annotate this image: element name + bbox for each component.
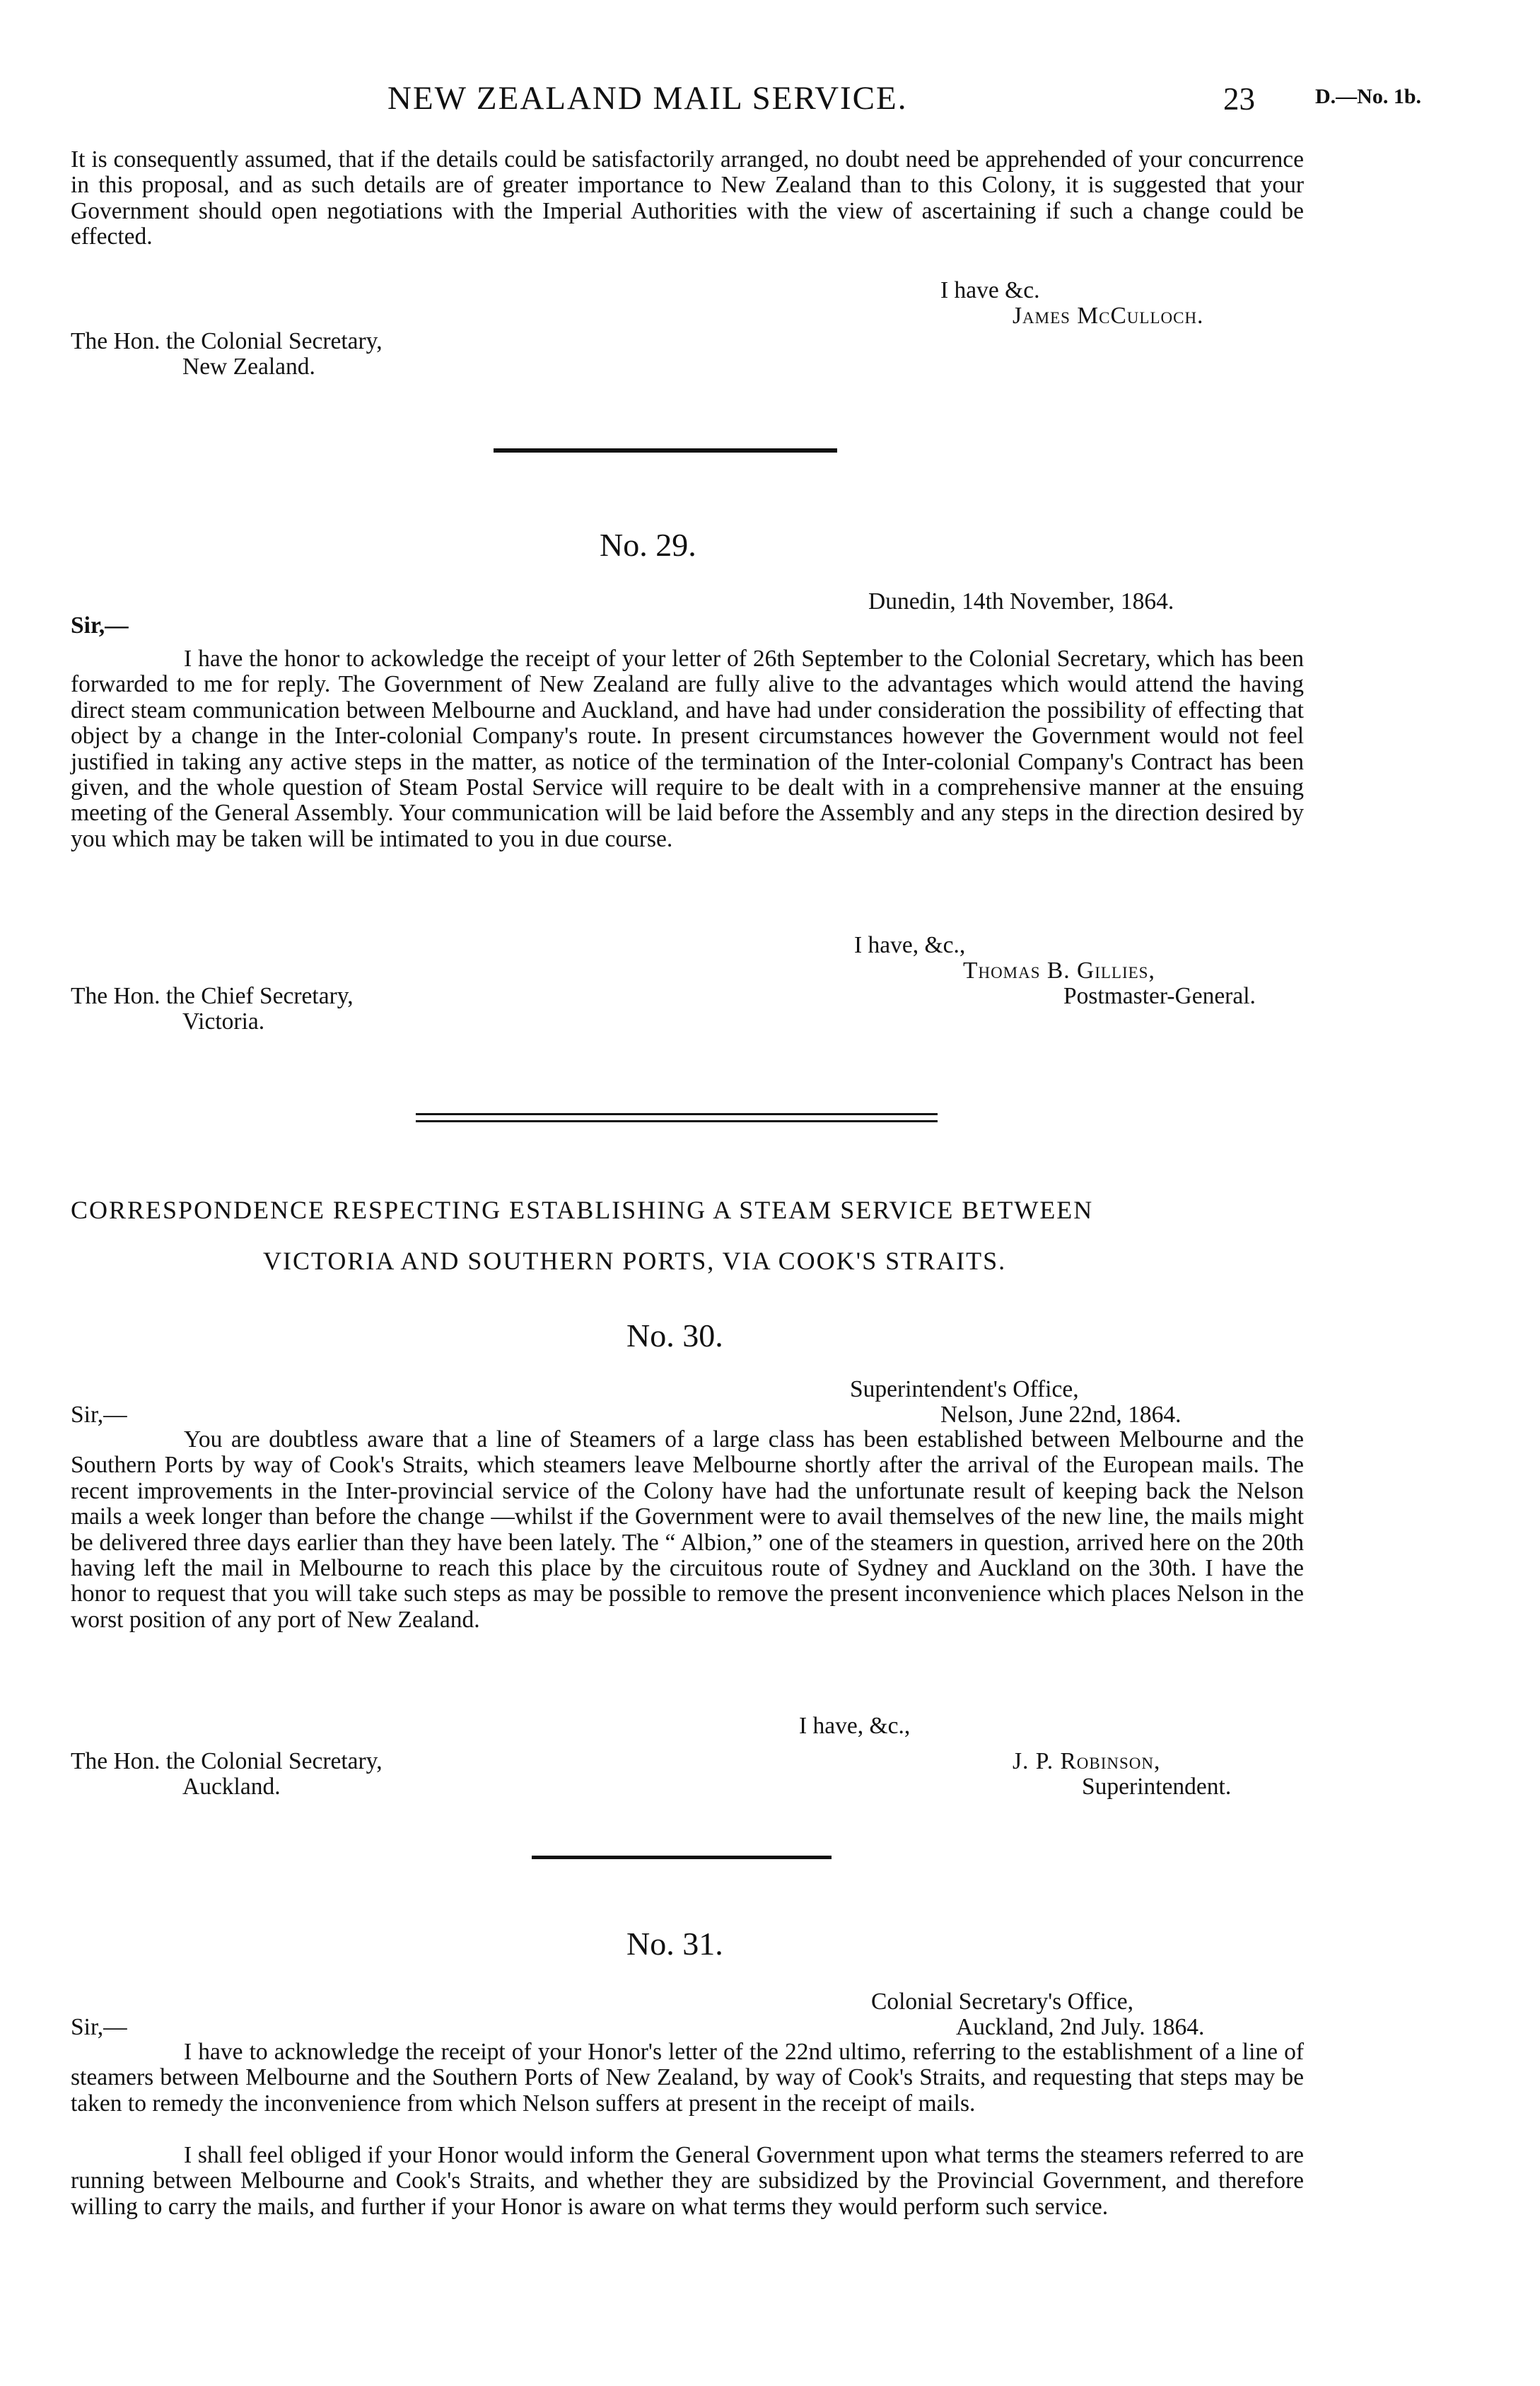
- letter31-body-2: I shall feel obliged if your Honor would inform the General Government upon what terms the steamers referred to are running between Melbourne and Cook's Straits, and whether they are subsidized by the Provincial Government, and therefore willing to carry the mails, and further if your Honor is aware on what terms they would perform such service.: [71, 2142, 1304, 2220]
- letter28-addressee: The Hon. the Colonial Secretary,: [71, 328, 383, 354]
- letter31-place-date: Auckland, 2nd July. 1864.: [956, 2014, 1205, 2040]
- letter30-office: Superintendent's Office,: [850, 1376, 1079, 1402]
- letter28-closing: I have &c.: [940, 277, 1040, 303]
- letter30-signature: J. P. Robinson,: [1013, 1748, 1161, 1774]
- letter29-addressee: The Hon. the Chief Secretary,: [71, 983, 354, 1009]
- letter28-signature: James McCulloch.: [1013, 303, 1204, 329]
- letter30-signature-title: Superintendent.: [1082, 1774, 1232, 1800]
- letter29-closing: I have, &c.,: [854, 932, 966, 958]
- letter29-number: No. 29.: [600, 527, 696, 563]
- letter29-signature-title: Postmaster-General.: [1063, 983, 1256, 1009]
- letter31-salutation: Sir,—: [71, 2014, 127, 2040]
- double-rule-top: [416, 1113, 938, 1115]
- double-rule-bottom: [416, 1120, 938, 1122]
- letter30-closing: I have, &c.,: [799, 1713, 911, 1739]
- letter30-addressee: The Hon. the Colonial Secretary,: [71, 1748, 383, 1774]
- section-heading: CORRESPONDENCE RESPECTING ESTABLISHING A STEAM SERVICE BETWEEN: [71, 1196, 1094, 1224]
- letter30-place-date: Nelson, June 22nd, 1864.: [940, 1402, 1182, 1428]
- page-number: 23: [1223, 81, 1255, 117]
- letter29-place-date: Dunedin, 14th November, 1864.: [868, 588, 1174, 615]
- letter29-body: I have the honor to ackowledge the receipt of your letter of 26th September to the Colonial Secretary, which has been forwarded to me for reply. The Government of New Zealand are fully alive to the advantages which would attend the having direct steam communication between Melbourne and Auckland, and have had under consideration the possibility of effecting that object by a change in the Inter-colonial Company's route. In present circumstances however the Government would not feel justified in taking any active steps in the matter, as notice of the termination of the Inter-colonial Company's Contract has been given, and the whole question of Steam Postal Service will require to be dealt with in a comprehensive manner at the ensuing meeting of the General Assembly. Your communication will be laid before the Assembly and any steps in the direction desired by you which may be taken will be intimated to you in due course.: [71, 646, 1304, 852]
- letter31-body-1: I have to acknowledge the receipt of your Honor's letter of the 22nd ultimo, referring to the establishment of a line of steamers between Melbourne and the Southern Ports of New Zealand, by way of Cook's Straits, and requesting that steps may be taken to remedy the inconvenience from which Nelson suffers at present in the receipt of mails.: [71, 2039, 1304, 2117]
- running-header-title: NEW ZEALAND MAIL SERVICE.: [387, 80, 908, 117]
- section-divider: [494, 448, 837, 453]
- letter31-number: No. 31.: [626, 1926, 723, 1962]
- letter29-signature: Thomas B. Gillies,: [963, 958, 1155, 984]
- letter30-salutation: Sir,—: [71, 1402, 127, 1428]
- letter30-addressee-place: Auckland.: [182, 1774, 281, 1800]
- section-subheading: VICTORIA AND SOUTHERN PORTS, VIA COOK'S STRAITS.: [263, 1247, 1007, 1275]
- section-divider-2: [532, 1856, 832, 1859]
- letter29-addressee-place: Victoria.: [182, 1008, 265, 1035]
- letter28-addressee-place: New Zealand.: [182, 354, 315, 380]
- letter31-office: Colonial Secretary's Office,: [871, 1989, 1134, 2015]
- document-reference: D.—No. 1b.: [1315, 85, 1422, 108]
- letter28-body: It is consequently assumed, that if the details could be satisfactorily arranged, no doubt need be apprehended of your concurrence in this proposal, and as such details are of greater importance to New Zealand than to this Colony, it is suggested that your Government should open negotiations with the Imperial Authorities with the view of ascertaining if such a change could be effected.: [71, 146, 1304, 250]
- letter30-body: You are doubtless aware that a line of Steamers of a large class has been established between Melbourne and the Southern Ports by way of Cook's Straits, which steamers leave Melbourne shortly after the arrival of the European mails. The recent improvements in the Inter-provincial service of the Colony have had the unfortunate result of keeping back the Nelson mails a week longer than before the change —whilst if the Government were to avail themselves of the new line, the mails might be delivered three days earlier than they have been lately. The “ Albion,” one of the steamers in question, arrived here on the 20th having left the mail in Melbourne to reach this place by the circuitous route of Sydney and Auckland on the 30th. I have the honor to request that you will take such steps as may be possible to remove the present inconvenience which places Nelson in the worst position of any port of New Zealand.: [71, 1426, 1304, 1633]
- letter29-salutation: Sir,—: [71, 612, 129, 639]
- letter30-number: No. 30.: [626, 1317, 723, 1354]
